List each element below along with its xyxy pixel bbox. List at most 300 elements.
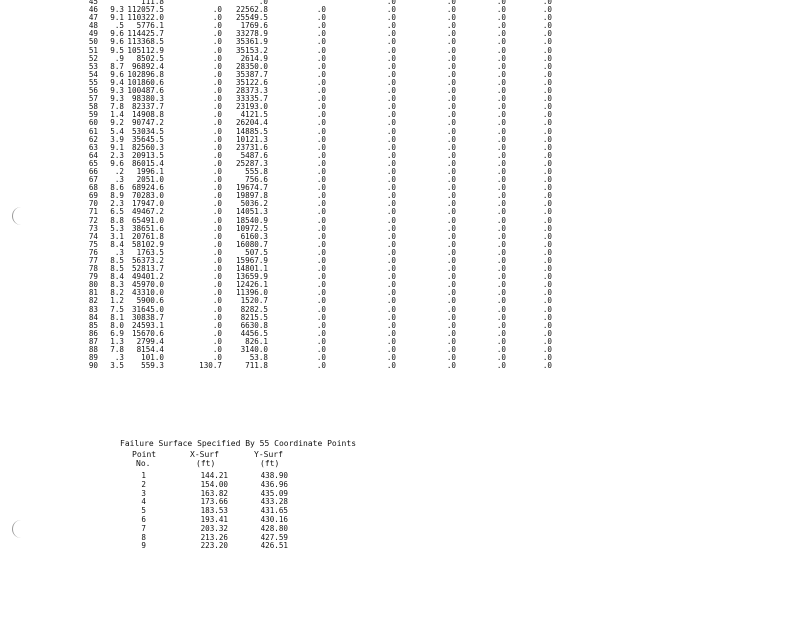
table-cell: .0 [316, 320, 326, 330]
table-cell: 12426.1 [235, 280, 268, 290]
table-cell: 3.1 [110, 231, 124, 241]
point-number-cell: 8 [141, 532, 146, 542]
table-cell: .0 [316, 94, 326, 104]
table-cell: .0 [446, 256, 456, 265]
table-cell: .0 [386, 353, 396, 363]
table-cell: .0 [212, 110, 222, 120]
table-cell: .0 [542, 0, 552, 6]
table-cell: 5776.1 [136, 21, 164, 31]
table-cell: .0 [386, 175, 396, 185]
table-cell: 8.1 [110, 312, 124, 322]
table-cell: .0 [542, 231, 552, 241]
table-cell: 130.7 [199, 361, 222, 371]
table-cell: 8215.5 [240, 312, 268, 322]
table-cell: .0 [316, 199, 326, 209]
table-cell: .0 [212, 256, 222, 265]
table-cell: .0 [386, 5, 396, 15]
table-cell: 111.8 [141, 0, 164, 6]
table-cell: .0 [496, 13, 506, 23]
table-cell: .0 [386, 272, 396, 282]
table-cell: 20913.5 [131, 150, 164, 160]
table-cell: .0 [212, 280, 222, 290]
table-cell: 101860.6 [127, 77, 164, 87]
table-cell: .0 [212, 207, 222, 217]
slice-number-cell: 80 [88, 280, 98, 290]
table-cell: .0 [386, 158, 396, 168]
table-cell: .0 [446, 110, 456, 120]
table-cell: .0 [542, 29, 552, 39]
table-cell: .0 [316, 53, 326, 63]
table-cell: 86015.4 [131, 158, 164, 168]
point-number-cell: 4 [141, 497, 146, 507]
slice-number-cell: 53 [88, 61, 98, 71]
table-cell: .0 [446, 61, 456, 71]
table-cell: .0 [446, 0, 456, 6]
slice-number-cell: 69 [88, 191, 98, 201]
table-cell: 25287.3 [235, 158, 268, 168]
table-cell: .0 [386, 336, 396, 346]
table-cell: .0 [316, 296, 326, 306]
slice-number-cell: 74 [88, 231, 98, 241]
table-cell: .0 [496, 183, 506, 193]
slice-number-cell: 62 [88, 134, 98, 144]
table-cell: .0 [386, 134, 396, 144]
table-cell: .0 [542, 280, 552, 290]
table-cell: .0 [496, 37, 506, 47]
table-cell: .0 [316, 239, 326, 249]
table-cell: .0 [542, 361, 552, 371]
table-cell: 8.8 [110, 215, 124, 225]
table-cell: 2.3 [110, 199, 124, 209]
table-cell: 13659.9 [235, 272, 268, 282]
table-cell: .3 [114, 175, 124, 185]
table-cell: 96892.4 [131, 61, 164, 71]
table-cell: .0 [496, 175, 506, 185]
table-cell: .0 [496, 53, 506, 63]
y-surf-cell: 436.96 [260, 479, 288, 489]
table-cell: 6630.8 [240, 320, 268, 330]
table-cell: 1769.6 [240, 21, 268, 31]
table-cell: .0 [496, 231, 506, 241]
table-cell: .0 [212, 247, 222, 257]
table-cell: 110322.0 [127, 13, 164, 23]
table-cell: 11396.0 [235, 288, 268, 298]
table-cell: .0 [446, 134, 456, 144]
y-surf-cell: 430.16 [260, 514, 288, 524]
table-cell: .0 [542, 45, 552, 55]
table-cell: .0 [316, 288, 326, 298]
table-cell: .0 [496, 312, 506, 322]
table-cell: 5900.6 [136, 296, 164, 306]
table-cell: .0 [446, 304, 456, 314]
table-cell: .0 [316, 175, 326, 185]
slice-number-cell: 78 [88, 264, 98, 274]
table-cell: .0 [542, 207, 552, 217]
table-cell: 1996.1 [136, 166, 164, 176]
table-cell: .0 [212, 191, 222, 201]
table-cell: .0 [496, 166, 506, 176]
table-cell: .0 [316, 207, 326, 217]
table-cell: .0 [386, 166, 396, 176]
table-cell: .0 [446, 191, 456, 201]
x-surf-cell: 173.66 [200, 497, 228, 507]
slice-number-cell: 47 [88, 13, 98, 23]
slice-number-cell: 57 [88, 94, 98, 104]
table-cell: .0 [542, 191, 552, 201]
table-cell: 9.6 [110, 29, 124, 39]
slice-number-cell: 66 [88, 166, 98, 176]
x-surf-cell: 154.00 [200, 479, 228, 489]
table-cell: .0 [542, 288, 552, 298]
table-cell: .0 [212, 37, 222, 47]
table-cell: .0 [212, 53, 222, 63]
table-cell: 2799.4 [136, 336, 164, 346]
slice-number-cell: 52 [88, 53, 98, 63]
table-cell: 28350.0 [235, 61, 268, 71]
table-cell: .0 [446, 94, 456, 104]
table-cell: .2 [114, 166, 124, 176]
table-cell: 22562.8 [235, 5, 268, 15]
slice-number-cell: 71 [88, 207, 98, 217]
table-cell: .0 [316, 61, 326, 71]
table-cell: .0 [542, 215, 552, 225]
table-cell: .0 [316, 166, 326, 176]
table-cell: .0 [212, 134, 222, 144]
table-cell: .0 [446, 223, 456, 233]
table-cell: .0 [446, 53, 456, 63]
table-cell: .0 [212, 296, 222, 306]
table-cell: .0 [496, 110, 506, 120]
table-cell: .0 [446, 231, 456, 241]
table-cell: .0 [212, 353, 222, 363]
table-cell: .5 [114, 21, 124, 31]
table-cell: .0 [386, 345, 396, 355]
table-cell: .0 [316, 353, 326, 363]
table-cell: 35153.2 [235, 45, 268, 55]
slice-number-cell: 85 [88, 320, 98, 330]
slice-number-cell: 86 [88, 328, 98, 338]
table-cell: .0 [316, 231, 326, 241]
table-cell: .0 [212, 312, 222, 322]
table-cell: 56373.2 [131, 256, 164, 265]
table-cell: .0 [446, 247, 456, 257]
table-cell: .0 [446, 150, 456, 160]
table-cell: .0 [316, 191, 326, 201]
table-cell: .0 [496, 191, 506, 201]
slice-number-cell: 65 [88, 158, 98, 168]
table-cell: .0 [316, 272, 326, 282]
table-cell: .0 [212, 304, 222, 314]
table-cell: .0 [446, 264, 456, 274]
table-cell: .0 [496, 207, 506, 217]
slice-number-cell: 63 [88, 142, 98, 152]
table-cell: .0 [212, 29, 222, 39]
table-cell: .0 [496, 353, 506, 363]
x-surf-cell: 183.53 [200, 506, 228, 516]
table-cell: .0 [542, 312, 552, 322]
table-cell: .0 [212, 288, 222, 298]
table-cell: .0 [316, 69, 326, 79]
table-cell: .0 [446, 158, 456, 168]
table-cell: 45970.0 [131, 280, 164, 290]
table-cell: .0 [496, 69, 506, 79]
table-cell: 30838.7 [131, 312, 164, 322]
table-cell: .0 [386, 29, 396, 39]
table-cell: .0 [496, 223, 506, 233]
table-cell: .0 [212, 86, 222, 96]
table-cell: .0 [496, 304, 506, 314]
table-cell: .0 [212, 231, 222, 241]
table-cell: .0 [316, 345, 326, 355]
table-cell: .0 [542, 77, 552, 87]
table-cell: 52813.7 [131, 264, 164, 274]
y-surf-cell: 428.80 [260, 523, 288, 533]
table-cell: .0 [212, 13, 222, 23]
table-cell: 4121.5 [240, 110, 268, 120]
table-cell: 35645.5 [131, 134, 164, 144]
table-cell: .0 [446, 118, 456, 128]
table-cell: .0 [542, 69, 552, 79]
table-cell: .3 [114, 353, 124, 363]
table-cell: .0 [212, 21, 222, 31]
table-cell: .0 [496, 102, 506, 112]
table-cell: .0 [386, 77, 396, 87]
table-cell: 43310.0 [131, 288, 164, 298]
table-cell: .0 [542, 239, 552, 249]
table-cell: .0 [496, 320, 506, 330]
table-cell: 17947.0 [131, 199, 164, 209]
table-cell: .0 [386, 223, 396, 233]
table-cell: 5487.6 [240, 150, 268, 160]
point-number-cell: 7 [141, 523, 146, 533]
table-cell: 9.3 [110, 94, 124, 104]
table-cell: 53034.5 [131, 126, 164, 136]
table-cell: .0 [212, 345, 222, 355]
table-cell: 8.7 [110, 61, 124, 71]
table-cell: .0 [496, 94, 506, 104]
table-cell: 58102.9 [131, 239, 164, 249]
table-cell: 9.6 [110, 158, 124, 168]
table-cell: .0 [212, 272, 222, 282]
table-cell: .0 [496, 77, 506, 87]
table-cell: .0 [316, 256, 326, 265]
table-cell: 82337.7 [131, 102, 164, 112]
slice-number-cell: 54 [88, 69, 98, 79]
table-cell: .0 [496, 126, 506, 136]
table-cell: 7.5 [110, 304, 124, 314]
table-cell: 65491.0 [131, 215, 164, 225]
table-cell: .0 [542, 142, 552, 152]
table-cell: 19897.8 [235, 191, 268, 201]
table-cell: .0 [496, 280, 506, 290]
table-cell: 33335.7 [235, 94, 268, 104]
x-surf-cell: 144.21 [200, 471, 228, 480]
table-cell: .0 [446, 361, 456, 371]
table-cell: 114425.7 [127, 29, 164, 39]
table-cell: .0 [542, 118, 552, 128]
slice-number-cell: 81 [88, 288, 98, 298]
table-cell: 10972.5 [235, 223, 268, 233]
table-cell: .0 [386, 13, 396, 23]
table-cell: .0 [496, 247, 506, 257]
table-cell: 1520.7 [240, 296, 268, 306]
slice-number-cell: 60 [88, 118, 98, 128]
table-cell: 1.3 [110, 336, 124, 346]
table-cell: .0 [542, 272, 552, 282]
slice-number-cell: 70 [88, 199, 98, 209]
table-cell: .0 [446, 288, 456, 298]
table-cell: .0 [386, 69, 396, 79]
table-cell: 8.4 [110, 272, 124, 282]
table-cell: .0 [446, 272, 456, 282]
table-cell: .0 [496, 29, 506, 39]
table-cell: 14908.8 [131, 110, 164, 120]
table-cell: 3.5 [110, 361, 124, 371]
table-cell: .0 [316, 336, 326, 346]
slice-number-cell: 83 [88, 304, 98, 314]
table-cell: .0 [212, 126, 222, 136]
table-cell: .0 [212, 150, 222, 160]
table-cell: 1.2 [110, 296, 124, 306]
table-cell: .0 [446, 37, 456, 47]
table-cell: .0 [212, 61, 222, 71]
table-cell: .0 [542, 328, 552, 338]
table-cell: .0 [446, 77, 456, 87]
table-cell: 711.8 [245, 361, 268, 371]
slice-number-cell: 56 [88, 86, 98, 96]
table-cell: 10121.3 [235, 134, 268, 144]
table-cell: .0 [446, 183, 456, 193]
table-cell: .0 [496, 336, 506, 346]
table-cell: .0 [542, 345, 552, 355]
table-cell: .0 [542, 320, 552, 330]
table-cell: 25549.5 [235, 13, 268, 23]
point-number-cell: 2 [141, 479, 146, 489]
table-cell: .0 [542, 336, 552, 346]
failure-surface-title: Failure Surface Specified By 55 Coordinate Points [120, 439, 357, 448]
table-cell: .0 [446, 353, 456, 363]
table-cell: .0 [316, 29, 326, 39]
table-cell: .0 [316, 45, 326, 55]
table-cell: .0 [212, 5, 222, 15]
table-cell: .0 [446, 345, 456, 355]
table-cell: .0 [386, 361, 396, 371]
point-column-subheader: No. [136, 459, 151, 468]
table-cell: .0 [446, 320, 456, 330]
table-cell: .0 [542, 86, 552, 96]
table-cell: 49467.2 [131, 207, 164, 217]
table-cell: .0 [212, 102, 222, 112]
slice-number-cell: 84 [88, 312, 98, 322]
table-cell: 8.4 [110, 239, 124, 249]
table-cell: .0 [212, 77, 222, 87]
table-cell: .0 [316, 247, 326, 257]
table-cell: 5036.2 [240, 199, 268, 209]
table-cell: .0 [542, 247, 552, 257]
table-cell: .0 [542, 37, 552, 47]
table-cell: .0 [386, 231, 396, 241]
table-cell: .0 [542, 53, 552, 63]
table-cell: .0 [316, 5, 326, 15]
table-cell: .0 [386, 53, 396, 63]
slice-number-cell: 51 [88, 45, 98, 55]
table-cell: 559.3 [141, 361, 164, 371]
table-cell: .0 [446, 207, 456, 217]
table-cell: .0 [496, 21, 506, 31]
table-cell: 8.6 [110, 183, 124, 193]
y-surf-column-header: Y-Surf [254, 450, 283, 459]
x-surf-unit: (ft) [196, 459, 216, 468]
point-number-cell: 6 [141, 514, 146, 524]
table-cell: 5.4 [110, 126, 124, 136]
table-cell: 8.5 [110, 256, 124, 265]
table-cell: .0 [386, 126, 396, 136]
slice-number-cell: 58 [88, 102, 98, 112]
table-cell: .0 [542, 21, 552, 31]
table-cell: .0 [446, 280, 456, 290]
table-cell: .0 [386, 0, 396, 6]
table-cell: 9.2 [110, 118, 124, 128]
table-cell: .0 [316, 223, 326, 233]
table-cell: .0 [212, 175, 222, 185]
table-cell: .0 [496, 142, 506, 152]
table-cell: .0 [496, 345, 506, 355]
table-cell: .0 [212, 328, 222, 338]
table-cell: .0 [542, 134, 552, 144]
slice-number-cell: 82 [88, 296, 98, 306]
table-cell: .0 [212, 320, 222, 330]
table-cell: 14801.1 [235, 264, 268, 274]
y-surf-cell: 433.28 [260, 497, 288, 507]
table-cell: 112057.5 [127, 5, 164, 15]
table-cell: .0 [386, 199, 396, 209]
table-cell: .0 [446, 45, 456, 55]
table-cell: 6160.3 [240, 231, 268, 241]
table-cell: .0 [212, 336, 222, 346]
table-cell: .0 [542, 296, 552, 306]
table-cell: .0 [212, 264, 222, 274]
table-cell: .0 [316, 21, 326, 31]
table-cell: 35122.6 [235, 77, 268, 87]
table-cell: .0 [446, 21, 456, 31]
table-cell: 70283.0 [131, 191, 164, 201]
table-cell: .0 [386, 280, 396, 290]
table-cell: .0 [496, 5, 506, 15]
table-cell: .0 [212, 94, 222, 104]
table-cell: .0 [496, 61, 506, 71]
table-cell: .0 [542, 304, 552, 314]
table-cell: 8.0 [110, 320, 124, 330]
slice-number-cell: 45 [88, 0, 98, 6]
point-number-cell: 3 [141, 488, 146, 498]
table-cell: 9.1 [110, 142, 124, 152]
table-cell: 20761.8 [131, 231, 164, 241]
y-surf-cell: 438.90 [260, 471, 288, 480]
table-cell: .0 [386, 150, 396, 160]
table-cell: .0 [386, 118, 396, 128]
table-cell: .0 [386, 256, 396, 265]
table-cell: 16080.7 [235, 239, 268, 249]
table-cell: .0 [386, 21, 396, 31]
table-cell: .0 [446, 126, 456, 136]
table-cell: .0 [212, 69, 222, 79]
table-cell: 8282.5 [240, 304, 268, 314]
table-cell: .0 [386, 110, 396, 120]
table-cell: .0 [542, 94, 552, 104]
table-cell: .0 [446, 86, 456, 96]
table-cell: .0 [386, 86, 396, 96]
table-cell: .0 [446, 328, 456, 338]
